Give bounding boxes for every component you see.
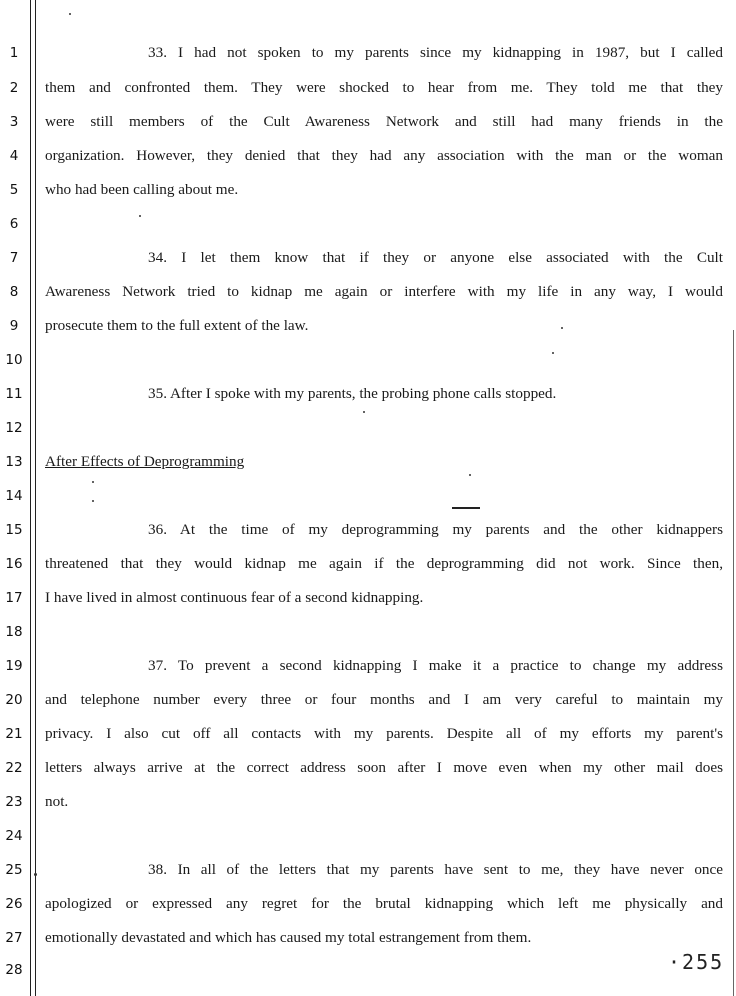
line-number: 10 bbox=[5, 352, 23, 368]
paragraph-33-line: were still members of the Cult Awareness Network and still had many friends in the bbox=[45, 113, 723, 130]
paragraph-34-line: prosecute them to the full extent of the law. bbox=[45, 317, 309, 334]
paragraph-34-line: 34. I let them know that if they or anyone else associated with the Cult bbox=[148, 249, 723, 266]
line-number: 2 bbox=[9, 80, 19, 96]
line-number: 12 bbox=[5, 420, 23, 436]
line-number: 17 bbox=[5, 590, 23, 606]
scan-speck bbox=[139, 215, 141, 217]
paragraph-35-line: 35. After I spoke with my parents, the probing phone calls stopped. bbox=[148, 385, 557, 402]
line-number: 6 bbox=[9, 216, 19, 232]
line-number: 9 bbox=[9, 318, 19, 334]
right-margin-rule bbox=[733, 330, 734, 996]
paragraph-36-line: 36. At the time of my deprogramming my parents and the other kidnappers bbox=[148, 521, 723, 538]
line-number: 15 bbox=[5, 522, 23, 538]
paragraph-37-line: not. bbox=[45, 793, 69, 810]
line-number: 26 bbox=[5, 896, 23, 912]
line-number: 28 bbox=[5, 962, 23, 978]
paragraph-36-line: threatened that they would kidnap me again if the deprogramming did not work. Since then, bbox=[45, 555, 723, 572]
line-number: 8 bbox=[9, 284, 19, 300]
line-number: 21 bbox=[5, 726, 23, 742]
page-number: ·255 bbox=[668, 950, 725, 974]
paragraph-38-line: emotionally devastated and which has caused my total estrangement from them. bbox=[45, 929, 532, 946]
paragraph-34-line: Awareness Network tried to kidnap me again or interfere with my life in any way, I would bbox=[45, 283, 723, 300]
paragraph-37-line: letters always arrive at the correct address soon after I move even when my other mail does bbox=[45, 759, 723, 776]
scan-speck bbox=[552, 352, 554, 354]
paragraph-38-line: apologized or expressed any regret for the brutal kidnapping which left me physically and bbox=[45, 895, 723, 912]
paragraph-33-line: who had been calling about me. bbox=[45, 181, 239, 198]
line-number: 20 bbox=[5, 692, 23, 708]
line-number-column bbox=[0, 0, 28, 996]
paragraph-36-line: I have lived in almost continuous fear of a second kidnapping. bbox=[45, 589, 424, 606]
paragraph-37-line: privacy. I also cut off all contacts with my parents. Despite all of my efforts my parent's bbox=[45, 725, 723, 742]
paragraph-37-line: 37. To prevent a second kidnapping I make it a practice to change my address bbox=[148, 657, 723, 674]
paragraph-38-line: 38. In all of the letters that my parents have sent to me, they have never once bbox=[148, 861, 723, 878]
scan-speck bbox=[69, 13, 71, 15]
left-margin-rule bbox=[30, 0, 31, 996]
line-number: 19 bbox=[5, 658, 23, 674]
line-number: 24 bbox=[5, 828, 23, 844]
line-number: 4 bbox=[9, 148, 19, 164]
line-number: 7 bbox=[9, 250, 19, 266]
line-number: 1 bbox=[9, 45, 19, 61]
line-number: 5 bbox=[9, 182, 19, 198]
line-number: 14 bbox=[5, 488, 23, 504]
scan-speck bbox=[34, 873, 37, 876]
paragraph-37-line: and telephone number every three or four months and I am very careful to maintain my bbox=[45, 691, 723, 708]
paragraph-33-line: 33. I had not spoken to my parents since my kidnapping in 1987, but I called bbox=[148, 44, 723, 61]
line-number: 18 bbox=[5, 624, 23, 640]
scan-dash bbox=[452, 507, 480, 509]
line-number: 25 bbox=[5, 862, 23, 878]
left-margin-rule-inner bbox=[35, 0, 36, 996]
line-number: 27 bbox=[5, 930, 23, 946]
line-number: 3 bbox=[9, 114, 19, 130]
line-number: 11 bbox=[5, 386, 23, 402]
line-number: 13 bbox=[5, 454, 23, 470]
scan-speck bbox=[469, 474, 471, 476]
line-number: 16 bbox=[5, 556, 23, 572]
scan-speck bbox=[363, 411, 365, 413]
scan-speck bbox=[561, 327, 563, 329]
line-number: 22 bbox=[5, 760, 23, 776]
scan-speck bbox=[92, 481, 94, 483]
paragraph-33-line: organization. However, they denied that they had any association with the man or the woman bbox=[45, 147, 723, 164]
paragraph-33-line: them and confronted them. They were shocked to hear from me. They told me that they bbox=[45, 79, 723, 96]
scan-speck bbox=[92, 500, 94, 502]
section-heading: After Effects of Deprogramming bbox=[45, 453, 245, 470]
line-number: 23 bbox=[5, 794, 23, 810]
